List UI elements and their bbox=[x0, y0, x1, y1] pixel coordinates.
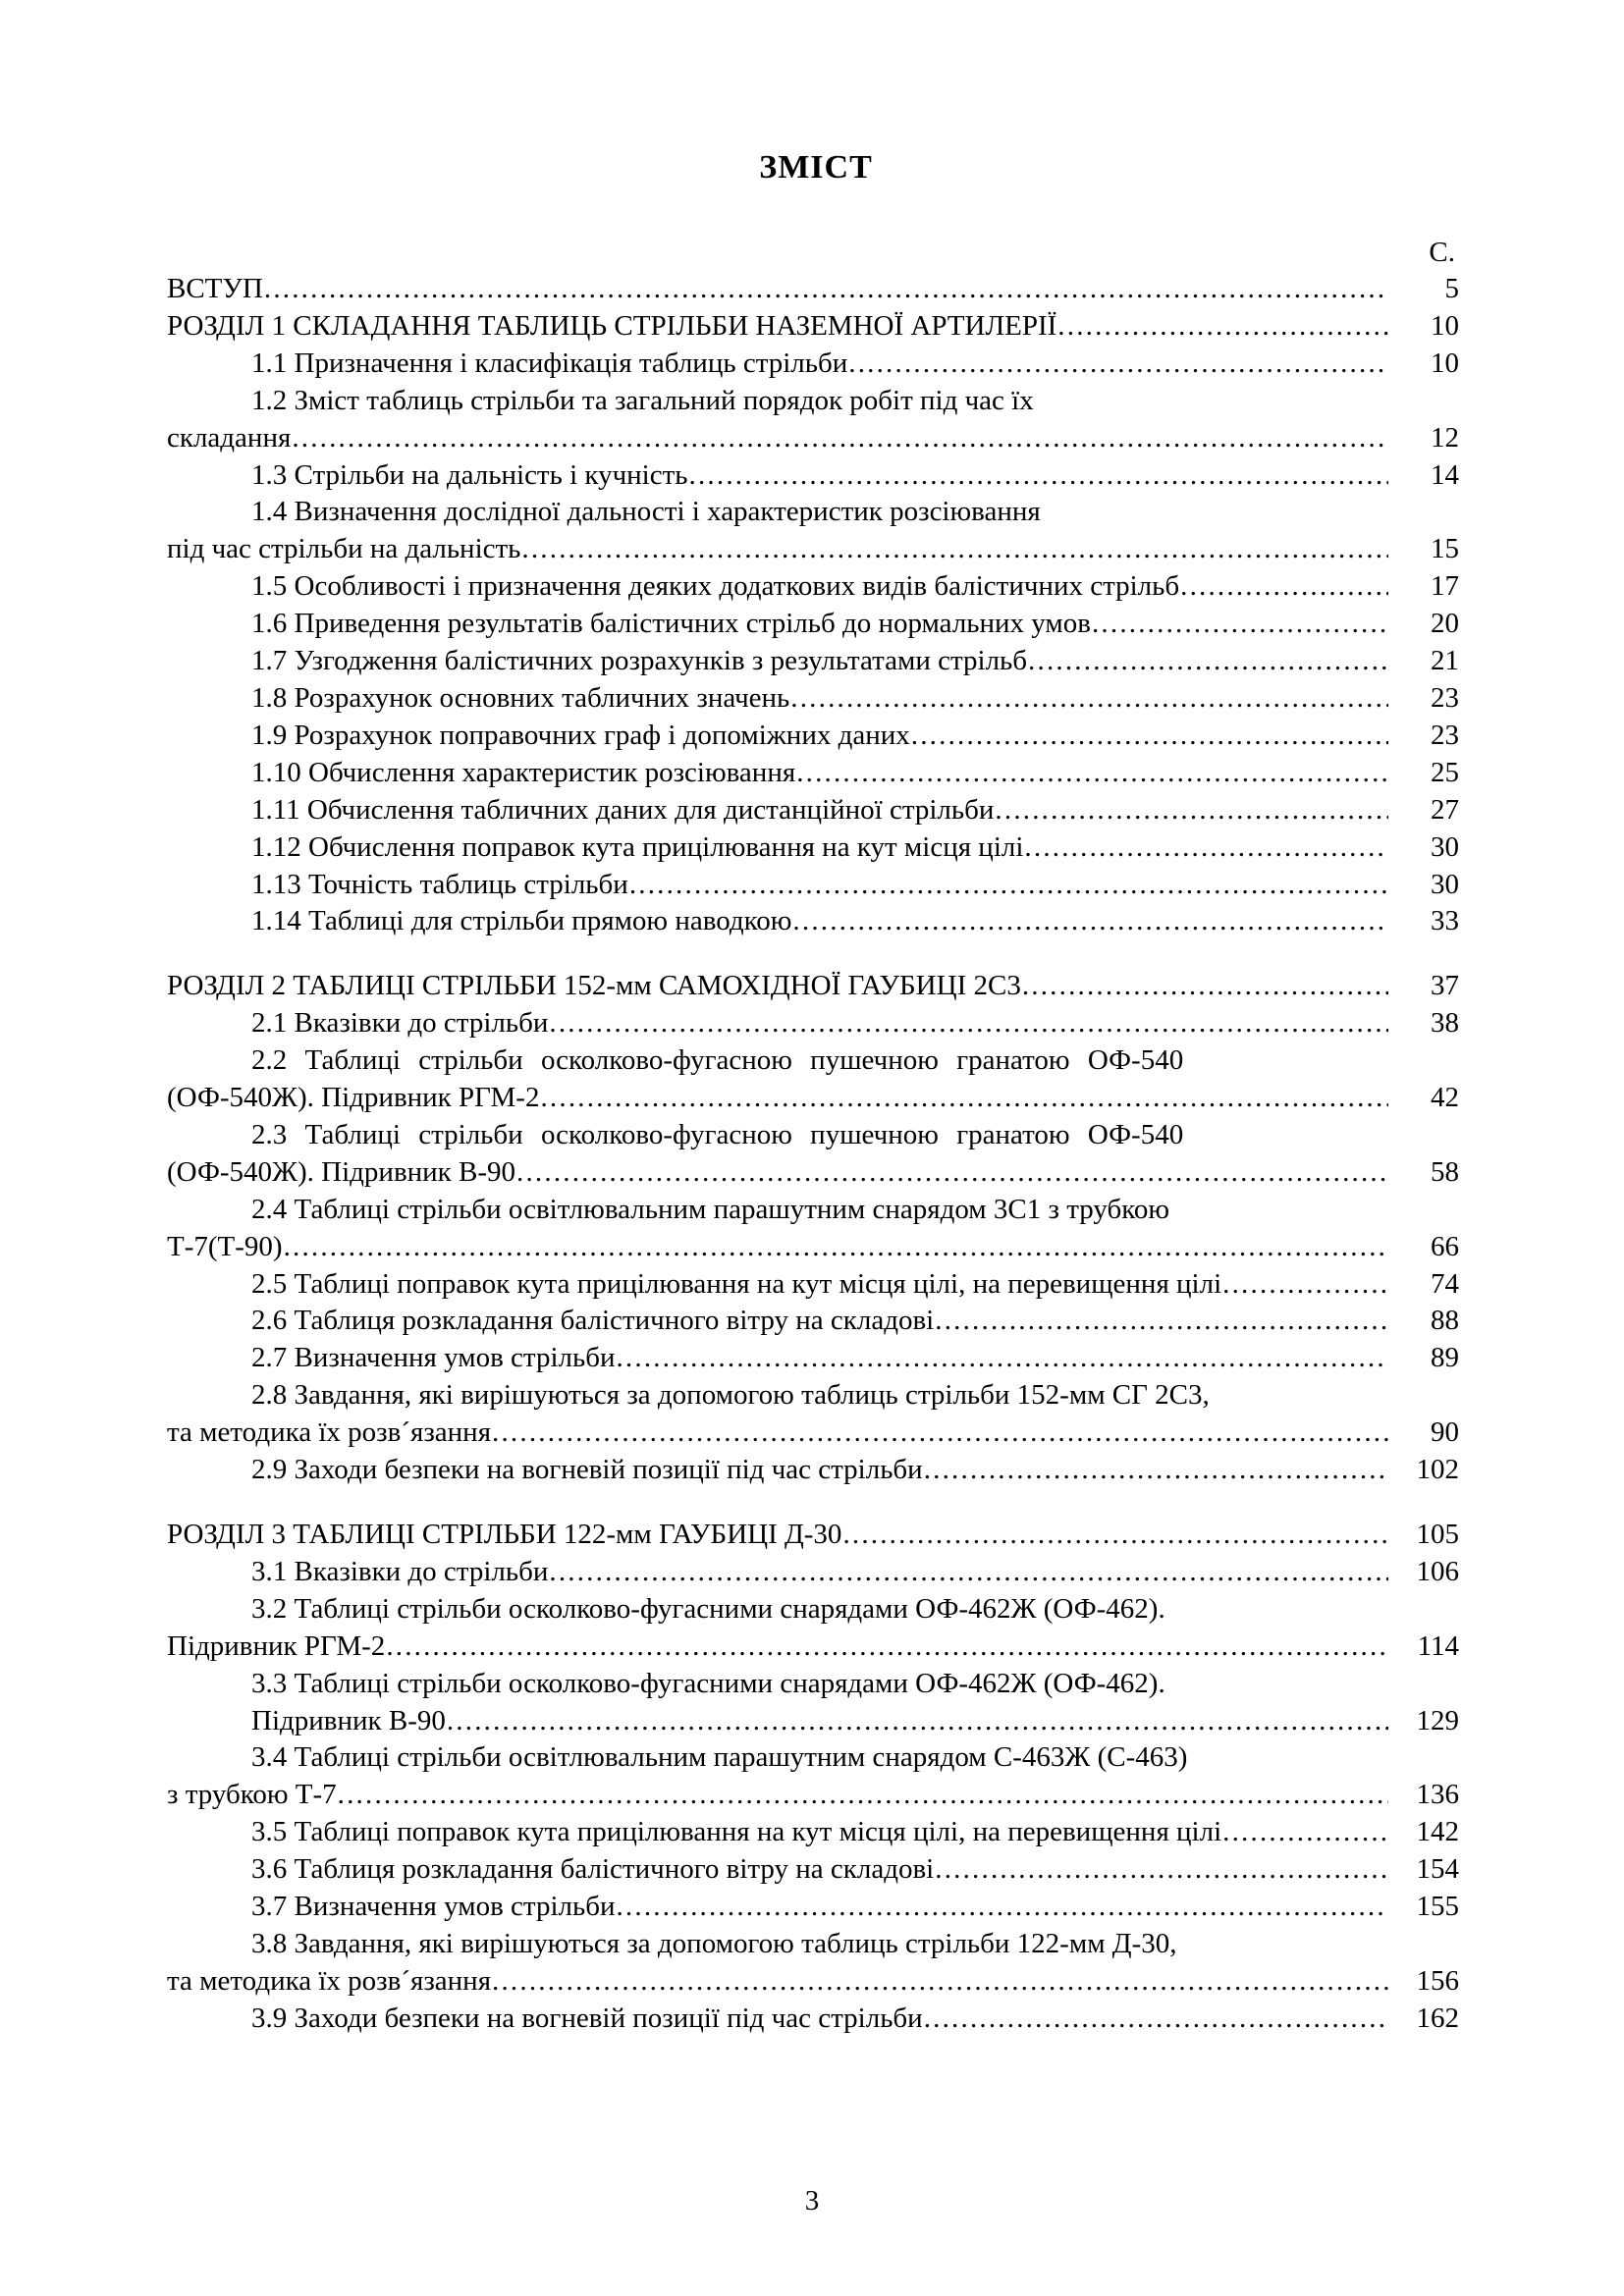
toc-entry-text: 3.1 Вказівки до стрільби bbox=[251, 1555, 549, 1587]
toc-entry-text: 2.9 Заходи безпеки на вогневій позиції під час стрільби bbox=[251, 1454, 923, 1486]
toc-entry-text: 1.4 Визначення дослідної дальності і характеристик розсіювання bbox=[251, 496, 1041, 528]
toc-entry-text: 1.14 Таблиці для стрільби прямою наводкою bbox=[251, 905, 792, 937]
toc-line bbox=[167, 1452, 1465, 1489]
dot-leader bbox=[848, 346, 1388, 383]
dot-leader bbox=[549, 1005, 1388, 1042]
toc-entry-text: та методика їх розв´язання bbox=[167, 1964, 492, 1997]
toc-page-number: 10 bbox=[1431, 309, 1459, 342]
dot-leader bbox=[924, 2001, 1388, 2038]
toc-entry-text: 2.2 Таблиці стрільби осколково-фугасною пушечною гранатою ОФ-540 bbox=[251, 1044, 1184, 1077]
toc-line bbox=[167, 1814, 1465, 1851]
toc-line bbox=[167, 1963, 1465, 2001]
toc-line bbox=[167, 1851, 1465, 1889]
dot-leader bbox=[386, 1629, 1388, 1666]
toc-entry-text: 1.6 Приведення результатів балістичних стрільб до нормальних умов bbox=[251, 608, 1091, 640]
toc-entry-text: 3.4 Таблиці стрільби освітлювальним парашутним снарядом С-463Ж (С-463) bbox=[251, 1741, 1188, 1774]
toc-page-number: 102 bbox=[1416, 1454, 1459, 1486]
dot-leader bbox=[292, 420, 1388, 457]
toc-line bbox=[167, 1154, 1465, 1192]
toc-line bbox=[167, 792, 1465, 829]
toc-line bbox=[167, 1415, 1465, 1452]
toc-line bbox=[167, 1117, 1465, 1154]
toc-entry-text: 1.1 Призначення і класифікація таблиць стрільби bbox=[251, 347, 848, 379]
page-number-footer: 3 bbox=[804, 2185, 820, 2216]
dot-leader bbox=[447, 1703, 1388, 1740]
toc-line bbox=[167, 1005, 1465, 1042]
toc-line bbox=[167, 1777, 1465, 1814]
toc-line bbox=[167, 1926, 1465, 1963]
toc-line bbox=[167, 383, 1465, 420]
toc-line bbox=[167, 1229, 1465, 1266]
dot-leader bbox=[516, 1154, 1388, 1192]
dot-leader bbox=[629, 867, 1388, 904]
toc-entry-text: та методика їх розв´язання bbox=[167, 1416, 492, 1449]
toc-entry-text: ВСТУП bbox=[167, 273, 263, 304]
toc-page-number: 14 bbox=[1431, 458, 1459, 491]
toc-entry-text: 1.12 Обчислення поправок кута прицілювання на кут місця цілі bbox=[251, 830, 1024, 863]
dot-leader bbox=[1180, 568, 1388, 606]
toc-page-number: 27 bbox=[1431, 793, 1459, 826]
toc-line bbox=[167, 903, 1465, 940]
dot-leader bbox=[935, 1303, 1388, 1340]
toc-entry-text: 3.5 Таблиці поправок кута прицілювання на кут місця цілі, на перевищення цілі bbox=[251, 1816, 1222, 1848]
toc-page-number: 89 bbox=[1431, 1342, 1459, 1374]
toc-entry-text: під час стрільби на дальність bbox=[167, 533, 521, 565]
toc-line bbox=[167, 1517, 1465, 1554]
dot-leader bbox=[792, 903, 1388, 940]
toc-page-number: 142 bbox=[1416, 1816, 1459, 1848]
toc-page-number: 23 bbox=[1431, 681, 1459, 714]
toc-entry-text: 3.6 Таблиця розкладання балістичного вітру на складові bbox=[251, 1853, 935, 1886]
toc-line bbox=[167, 1629, 1465, 1666]
toc-entry-text: 3.8 Завдання, які вирішуються за допомогою таблиць стрільби 122-мм Д-30, bbox=[251, 1927, 1177, 1959]
dot-leader bbox=[1057, 308, 1388, 346]
toc-entry-text: 3.3 Таблиці стрільби осколково-фугасними снарядами ОФ-462Ж (ОФ-462). bbox=[251, 1667, 1165, 1699]
toc-line bbox=[167, 1266, 1465, 1304]
toc-line bbox=[167, 829, 1465, 867]
toc-entry-text: Підривник В-90 bbox=[251, 1704, 446, 1736]
toc-page-number: 42 bbox=[1431, 1082, 1459, 1114]
dot-leader bbox=[1222, 1266, 1388, 1304]
toc-page-number: 129 bbox=[1416, 1704, 1459, 1736]
toc-entry-text: 1.2 Зміст таблиць стрільби та загальний порядок робіт під час їх bbox=[251, 384, 1034, 416]
toc-line bbox=[167, 420, 1465, 457]
toc-page-number: 10 bbox=[1431, 347, 1459, 379]
toc-entry-text: 2.6 Таблиця розкладання балістичного вітру на складові bbox=[251, 1305, 935, 1337]
toc-page-number: 154 bbox=[1416, 1853, 1459, 1886]
dot-leader bbox=[1022, 968, 1388, 1005]
toc-line bbox=[167, 718, 1465, 755]
toc-entry-text: 1.13 Точність таблиць стрільби bbox=[251, 868, 628, 900]
toc-entry-text: 1.3 Стрільби на дальність і кучність bbox=[251, 458, 688, 491]
dot-leader bbox=[521, 531, 1388, 568]
toc-entry-text: складання bbox=[167, 421, 292, 454]
toc-line bbox=[167, 1591, 1465, 1629]
toc-page-number: 17 bbox=[1431, 570, 1459, 603]
toc-line bbox=[167, 2001, 1465, 2038]
toc-page-number: 90 bbox=[1431, 1416, 1459, 1449]
toc-entry-text: 3.7 Визначення умов стрільби bbox=[251, 1891, 616, 1923]
toc-line bbox=[167, 1889, 1465, 1926]
toc-line bbox=[167, 968, 1465, 1005]
toc-line bbox=[167, 308, 1465, 346]
toc-page-number: 155 bbox=[1416, 1891, 1459, 1923]
toc-entry-text: 1.8 Розрахунок основних табличних значень bbox=[251, 681, 790, 714]
toc-line bbox=[167, 1703, 1465, 1740]
toc-line bbox=[167, 1192, 1465, 1229]
dot-leader bbox=[492, 1963, 1388, 2001]
dot-leader bbox=[492, 1415, 1388, 1452]
toc-entry-text: 2.4 Таблиці стрільби освітлювальним парашутним снарядом 3С1 з трубкою bbox=[251, 1193, 1170, 1225]
toc-page-number: 23 bbox=[1431, 719, 1459, 751]
dot-leader bbox=[549, 1554, 1388, 1591]
toc-page-number: 15 bbox=[1431, 533, 1459, 565]
toc-line bbox=[167, 568, 1465, 606]
dot-leader bbox=[689, 457, 1388, 495]
table-of-contents bbox=[167, 271, 1465, 2038]
toc-page-number: 12 bbox=[1431, 421, 1459, 454]
toc-line bbox=[167, 1666, 1465, 1703]
toc-entry-text: 2.7 Визначення умов стрільби bbox=[251, 1342, 616, 1374]
dot-leader bbox=[911, 718, 1388, 755]
dot-leader bbox=[1028, 643, 1388, 680]
toc-line bbox=[167, 271, 1465, 308]
dot-leader bbox=[284, 1229, 1388, 1266]
dot-leader bbox=[338, 1777, 1388, 1814]
toc-line bbox=[167, 606, 1465, 643]
toc-entry-text: РОЗДІЛ 1 СКЛАДАННЯ ТАБЛИЦЬ СТРІЛЬБИ НАЗЕМНОЇ АРТИЛЕРІЇ bbox=[167, 309, 1057, 342]
dot-leader bbox=[924, 1452, 1388, 1489]
toc-page-number: 21 bbox=[1431, 645, 1459, 677]
toc-entry-text: РОЗДІЛ 3 ТАБЛИЦІ СТРІЛЬБИ 122-мм ГАУБИЦІ Д-30 bbox=[167, 1519, 842, 1550]
page-title: ЗМІСТ bbox=[759, 149, 873, 186]
toc-page-number: 25 bbox=[1431, 756, 1459, 788]
toc-page-number: 5 bbox=[1444, 273, 1459, 304]
toc-line bbox=[167, 643, 1465, 680]
toc-entry-text: 1.10 Обчислення характеристик розсіювання bbox=[251, 756, 796, 788]
dot-leader bbox=[1024, 829, 1388, 867]
toc-line bbox=[167, 494, 1465, 531]
dot-leader bbox=[264, 271, 1388, 308]
toc-page-number: 58 bbox=[1431, 1155, 1459, 1188]
toc-page-number: 30 bbox=[1431, 868, 1459, 900]
toc-line bbox=[167, 755, 1465, 792]
dot-leader bbox=[995, 792, 1388, 829]
toc-entry-text: 2.8 Завдання, які вирішуються за допомогою таблиць стрільби 152-мм СГ 2С3, bbox=[251, 1379, 1210, 1412]
toc-page-number: 37 bbox=[1431, 970, 1459, 1002]
toc-page-number: 88 bbox=[1431, 1305, 1459, 1337]
toc-entry-text: РОЗДІЛ 2 ТАБЛИЦІ СТРІЛЬБИ 152-мм САМОХІДНОЇ ГАУБИЦІ 2С3 bbox=[167, 970, 1021, 1002]
toc-entry-text: 1.9 Розрахунок поправочних граф і допоміжних даних bbox=[251, 719, 910, 751]
page-content bbox=[167, 147, 1465, 2038]
toc-entry-text: (ОФ-540Ж). Підривник В-90 bbox=[167, 1155, 516, 1188]
toc-line bbox=[167, 867, 1465, 904]
toc-entry-text: Т-7(Т-90) bbox=[167, 1230, 283, 1262]
toc-entry-text: 2.1 Вказівки до стрільби bbox=[251, 1007, 549, 1040]
toc-entry-text: 2.3 Таблиці стрільби осколково-фугасною пушечною гранатою ОФ-540 bbox=[251, 1118, 1184, 1150]
toc-page-number: 20 bbox=[1431, 608, 1459, 640]
toc-entry-text: 1.11 Обчислення табличних даних для дистанційної стрільби bbox=[251, 793, 995, 826]
toc-page-number: 162 bbox=[1416, 2002, 1459, 2034]
toc-line bbox=[167, 1303, 1465, 1340]
toc-line bbox=[167, 1377, 1465, 1415]
toc-page-number: 136 bbox=[1416, 1779, 1459, 1811]
toc-page-number: 66 bbox=[1431, 1230, 1459, 1262]
dot-leader bbox=[540, 1080, 1388, 1117]
dot-leader bbox=[790, 680, 1388, 718]
toc-page-number: 74 bbox=[1431, 1267, 1459, 1300]
toc-line bbox=[167, 680, 1465, 718]
toc-page-number: 105 bbox=[1416, 1519, 1459, 1550]
toc-page-number: 106 bbox=[1416, 1555, 1459, 1587]
dot-leader bbox=[935, 1851, 1388, 1889]
dot-leader bbox=[1222, 1814, 1388, 1851]
dot-leader bbox=[842, 1517, 1388, 1554]
toc-entry-text: Підривник РГМ-2 bbox=[167, 1629, 386, 1662]
toc-line bbox=[167, 346, 1465, 383]
toc-page-number: 114 bbox=[1417, 1629, 1459, 1662]
toc-page-number: 33 bbox=[1431, 905, 1459, 937]
toc-line bbox=[167, 531, 1465, 568]
toc-entry-text: 3.9 Заходи безпеки на вогневій позиції під час стрільби bbox=[251, 2002, 923, 2034]
toc-line bbox=[167, 1340, 1465, 1377]
toc-line bbox=[167, 457, 1465, 495]
dot-leader bbox=[616, 1889, 1388, 1926]
toc-line bbox=[167, 1739, 1465, 1777]
toc-page-number: 156 bbox=[1416, 1964, 1459, 1997]
dot-leader bbox=[1092, 606, 1388, 643]
toc-entry-text: з трубкою Т-7 bbox=[167, 1779, 337, 1811]
toc-line bbox=[167, 1080, 1465, 1117]
toc-entry-text: 1.7 Узгодження балістичних розрахунків з результатами стрільб bbox=[251, 645, 1028, 677]
toc-entry-text: (ОФ-540Ж). Підривник РГМ-2 bbox=[167, 1082, 540, 1114]
dot-leader bbox=[796, 755, 1388, 792]
toc-line bbox=[167, 1554, 1465, 1591]
toc-entry-text: 2.5 Таблиці поправок кута прицілювання на кут місця цілі, на перевищення цілі bbox=[251, 1267, 1222, 1300]
dot-leader bbox=[616, 1340, 1388, 1377]
toc-page-number: 38 bbox=[1431, 1007, 1459, 1040]
toc-line bbox=[167, 1042, 1465, 1080]
page-column-header: С. bbox=[1429, 237, 1455, 268]
toc-entry-text: 3.2 Таблиці стрільби осколково-фугасними снарядами ОФ-462Ж (ОФ-462). bbox=[251, 1592, 1165, 1625]
toc-entry-text: 1.5 Особливості і призначення деяких додаткових видів балістичних стрільб bbox=[251, 570, 1180, 603]
toc-page-number: 30 bbox=[1431, 830, 1459, 863]
